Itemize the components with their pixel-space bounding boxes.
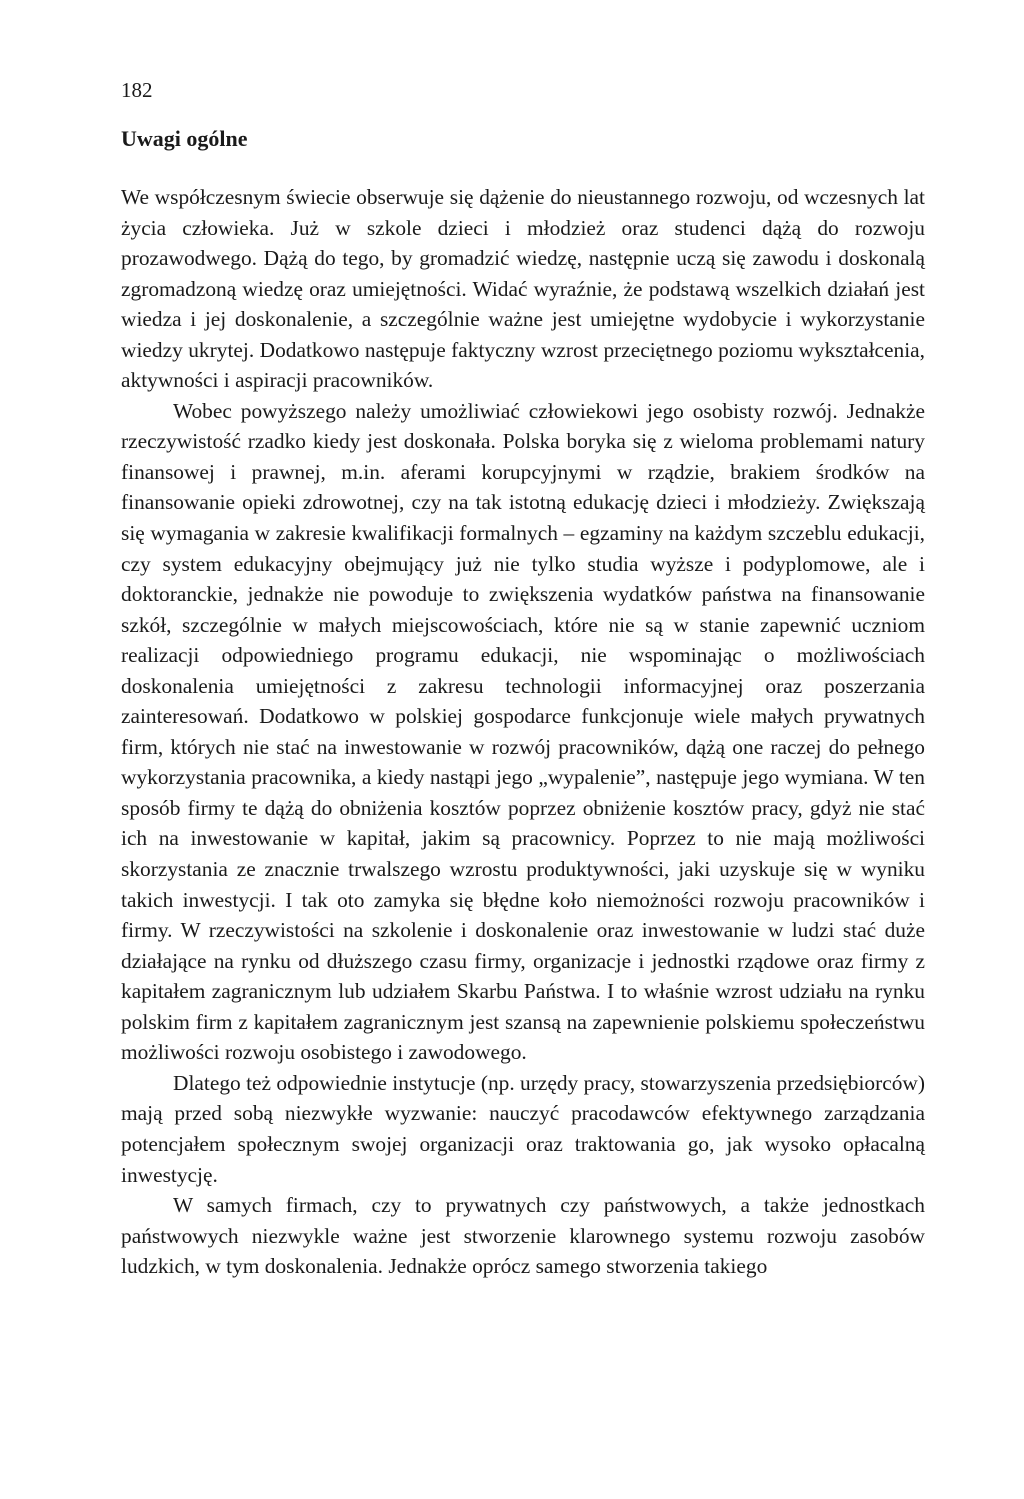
body-text: [121, 182, 925, 1282]
paragraph: Dlatego też odpowiednie instytucje (np. urzędy pracy, stowarzyszenia przedsiębiorców) mają przed sobą niezwykłe wyzwanie: nauczyć pracodawców efektywnego zarządzania potencjałem społecznym swojej organizacji oraz traktowania go, jak wysoko opłacalną inwestycję.: [121, 1070, 925, 1187]
section-title: Uwagi ogólne: [121, 126, 248, 151]
paragraph: Wobec powyższego należy umożliwiać człowiekowi jego osobisty rozwój. Jednakże rzeczywistość rzadko kiedy jest doskonała. Polska boryka się z wieloma problemami natury finansowej i prawnej, m.in. aferami korupcyjnymi w rządzie, brakiem środków na finansowanie opieki zdrowotnej, czy na tak istotną edukację dzieci i młodzieży. Zwiększają się wymagania w zakresie kwalifikacji formalnych – egzaminy na każdym szczeblu edukacji, czy system edukacyjny obejmujący już nie tylko studia wyższe i podyplomowe, ale i doktoranckie, jednakże nie powoduje to zwiększenia wydatków państwa na finansowanie szkół, szczególnie w małych miejscowościach, które nie są w stanie zapewnić uczniom realizacji odpowiedniego programu edukacji, nie wspominając o możliwościach doskonalenia umiejętności z zakresu technologii informacyjnej oraz poszerzania zainteresowań. Dodatkowo w polskiej gospodarce funkcjonuje wiele małych prywatnych firm, których nie stać na inwestowanie w rozwój pracowników, dążą one raczej do pełnego wykorzystania pracownika, a kiedy nastąpi jego „wypalenie”, następuje jego wymiana. W ten sposób firmy te dążą do obniżenia kosztów poprzez obniżenie kosztów pracy, gdyż nie stać ich na inwestowanie w kapitał, jakim są pracownicy. Poprzez to nie mają możliwości skorzystania ze znacznie trwalszego wzrostu produktywności, jaki uzyskuje się w wyniku takich inwestycji. I tak oto zamyka się błędne koło niemożności rozwoju pracowników i firmy. W rzeczywistości na szkolenie i doskonalenie oraz inwestowanie w ludzi stać duże działające na rynku od dłuższego czasu firmy, organizacje i jednostki rządowe oraz firmy z kapitałem zagranicznym lub udziałem Skarbu Państwa. I to właśnie wzrost udziału na rynku polskim firm z kapitałem zagranicznym jest szansą na zapewnienie polskiemu społeczeństwu możliwości rozwoju osobistego i zawodowego.: [121, 398, 925, 1065]
page-number: 182: [121, 78, 153, 102]
paragraph: W samych firmach, czy to prywatnych czy państwowych, a także jednostkach państwowych niezwykle ważne jest stworzenie klarownego systemu rozwoju zasobów ludzkich, w tym doskonalenia. Jednakże oprócz samego stworzenia takiego: [121, 1193, 925, 1279]
paragraph: We współczesnym świecie obserwuje się dążenie do nieustannego rozwoju, od wczesnych lat życia człowieka. Już w szkole dzieci i młodzież oraz studenci dążą do rozwoju prozawodwego. Dążą do tego, by gromadzić wiedzę, następnie uczą się zawodu i doskonalą zgromadzoną wiedzę oraz umiejętności. Widać wyraźnie, że podstawą wszelkich działań jest wiedza i jej doskonalenie, a szczególnie ważne jest umiejętne wydobycie i wykorzystanie wiedzy ukrytej. Dodatkowo następuje faktyczny wzrost przeciętnego poziomu wykształcenia, aktywności i aspiracji pracowników.: [121, 185, 925, 393]
